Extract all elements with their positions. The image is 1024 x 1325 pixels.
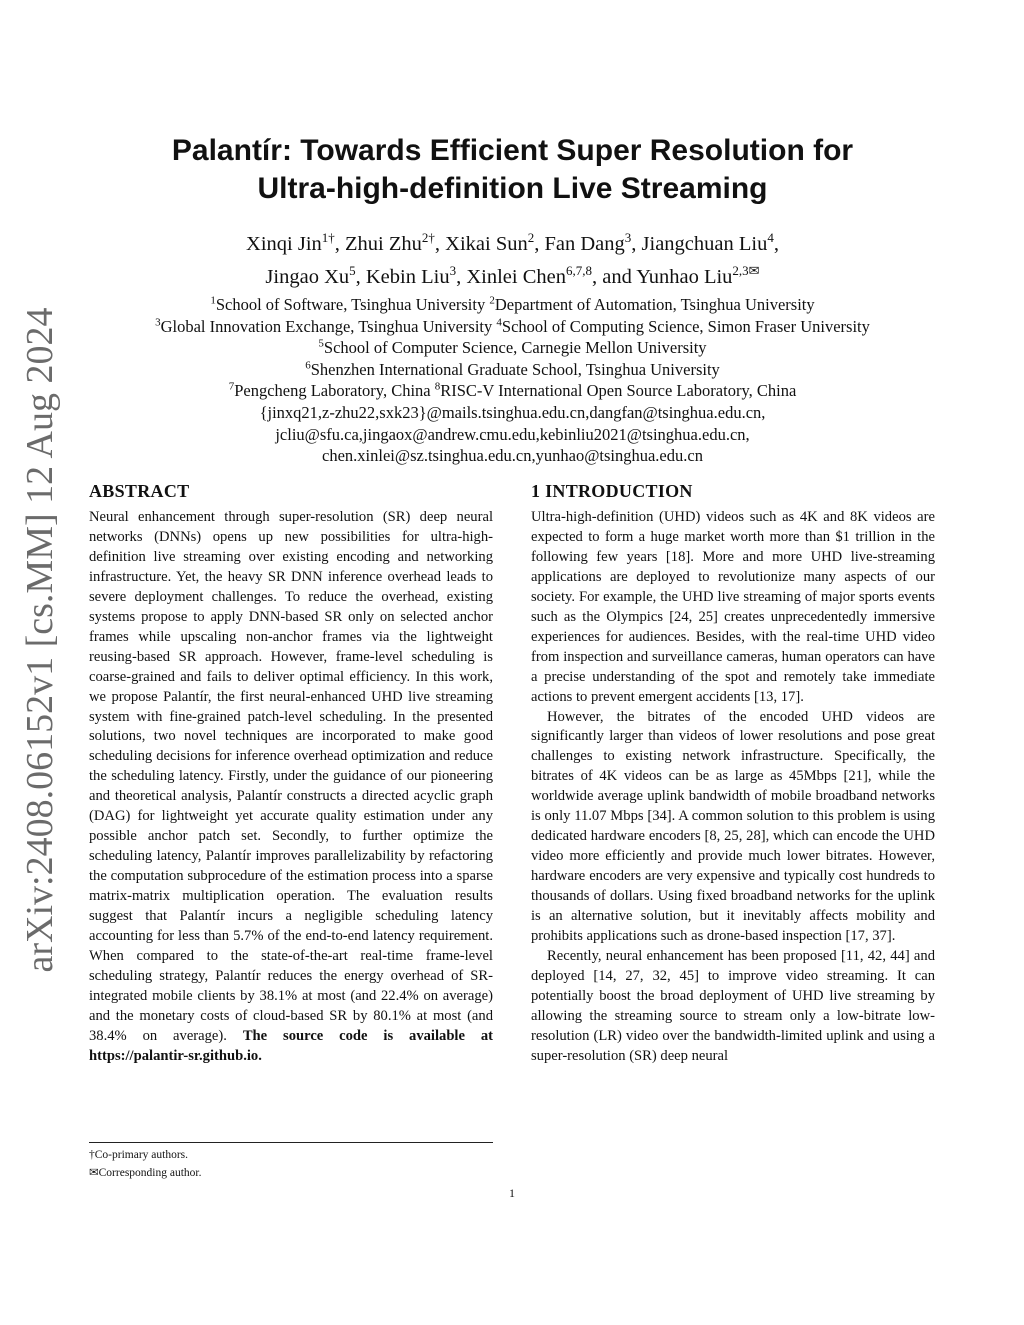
arxiv-identifier-stamp: arXiv:2408.06152v1 [cs.MM] 12 Aug 2024 bbox=[19, 307, 61, 973]
footnotes bbox=[89, 1146, 493, 1182]
author-name: Fan Dang bbox=[544, 233, 625, 255]
affiliation-number: 7 bbox=[228, 380, 235, 393]
corresponding-author-marker: 2,3✉ bbox=[732, 263, 760, 279]
introduction-paragraph: Ultra-high-definition (UHD) videos such as 4K and 8K videos are expected to form a huge market worth more than $1 trillion in the following few years [18]. More and more UHD live-streaming applications are deployed to revolutionize many aspects of our society. For example, the UHD live streaming of major sports events such as the Olympics [24, 25] creates unprecedentedly immersive experiences for audiences. Besides, with the real-time UHD video from inspection and surveillance cameras, human operators can have a precise understanding of the spot and remotely take immediate actions to prevent emergent accidents [13, 17]. bbox=[531, 509, 935, 705]
affiliation-text: Shenzhen International Graduate School, Tsinghua University bbox=[310, 359, 720, 379]
author-affiliation-marker: 2 bbox=[527, 230, 535, 246]
paper-title-line-2: Ultra-high-definition Live Streaming bbox=[257, 172, 768, 205]
affiliation-number: 8 bbox=[434, 380, 441, 393]
affiliation-text: School of Software, Tsinghua University bbox=[215, 295, 490, 314]
affiliation-line bbox=[90, 359, 935, 381]
email-line: {jinxq21,z-zhu22,sxk23}@mails.tsinghua.edu.cn,dangfan@tsinghua.edu.cn, bbox=[259, 402, 766, 422]
author-name: Jiangchuan Liu bbox=[641, 233, 768, 255]
affiliation-line bbox=[90, 337, 935, 359]
author-affiliation-marker: 2† bbox=[421, 230, 435, 246]
affiliation-text: Pengcheng Laboratory, China bbox=[234, 381, 435, 401]
affiliation-number: 6 bbox=[305, 359, 311, 372]
introduction-paragraph: However, the bitrates of the encoded UHD videos are significantly larger than videos of lower resolutions and pose great challenges to existing network infrastructure. Specifically, the bitrates of 4K videos can be as large as 45Mbps [21], while the worldwide average uplink bandwidth of mobile broadband networks is only 11.07 Mbps [34]. A common solution to this problem is using dedicated hardware encoders [8, 25, 28], which can encode the UHD video more efficiently and provide much lower bitrates. However, hardware encoders are very expensive and typically cost hundreds to thousands of dollars. Using fixed broadband networks for the uplink is an alternative solution, but it inevitably affects mobility and prohibits applications such as drone-based inspection [17, 37]. bbox=[531, 708, 935, 945]
source-code-statement: The source code is available at https://palantir-sr.github.io. bbox=[89, 1027, 493, 1064]
abstract-text: Neural enhancement through super-resolution (SR) deep neural networks (DNNs) opens up new possibilities for ultra-high-definition live streaming over existing encoding and networking infrastructure. Yet, the heavy SR DNN inference overhead leads to severe deployment challenges. To reduce the overhead, existing systems propose to apply DNN-based SR only on selected anchor frames while upscaling non-anchor frames via the lightweight reusing-based SR approach. However, frame-level scheduling is coarse-grained and fails to deliver optimal efficiency. In this work, we propose Palantír, the first neural-enhanced UHD live streaming system with fine-grained patch-level scheduling. In the presented solutions, two novel techniques are incorporated to make good scheduling decisions for inference overhead optimization and reduce the scheduling latency. Firstly, under the guidance of our pioneering and theoretical analysis, Palantír constructs a directed acyclic graph (DAG) for lightweight yet accurate quality estimation under any possible anchor patch set. Secondly, to further optimize the scheduling latency, Palantír improves parallelizability by refactoring the computation subprocedure of the estimation process into a sparse matrix-matrix multiplication operation. The evaluation results suggest that Palantír incurs a negligible scheduling latency accounting for less than 5.7% of the end-to-end latency requirement. When compared to the state-of-the-art real-time frame-level scheduling strategy, Palantír reduces the energy overhead of SR-integrated mobile clients by 38.1% at most (and 22.4% on average) and the monetary costs of cloud-based SR by 80.1% at most (and 38.4% on average). bbox=[89, 509, 493, 1044]
affiliation-text: School of Computer Science, Carnegie Mellon University bbox=[323, 338, 707, 358]
introduction-heading: 1 INTRODUCTION bbox=[531, 481, 693, 501]
affiliation-number: 1 bbox=[210, 294, 216, 307]
affiliation-number: 4 bbox=[496, 316, 502, 329]
affiliation-line bbox=[90, 316, 935, 338]
introduction-column bbox=[531, 480, 935, 1067]
introduction-paragraph: Recently, neural enhancement has been proposed [11, 42, 44] and deployed [14, 27, 32, 45] to improve video streaming. It can potentially boost the broad deployment of UHD live streaming by allowing the streaming source to stream only a low-bitrate low-resolution (LR) video over the bandwidth-limited uplink and using a super-resolution (SR) deep neural bbox=[531, 947, 935, 1064]
author-affiliation-marker: 5 bbox=[349, 263, 356, 279]
footnote-divider bbox=[89, 1142, 493, 1143]
paper-title-line-1: Palantír: Towards Efficient Super Resolution for bbox=[171, 134, 854, 167]
author-line-1: Xinqi Jin$^{1\dagger}$, Zhui Zhu$^{2\dagger}$, Xikai Sun$^2$, Fan Dang$^3$, Jiangchuan Liu$^4$, bbox=[246, 230, 779, 255]
footnote-corresponding: ✉Corresponding author. bbox=[89, 1167, 202, 1179]
page-number: 1 bbox=[509, 1186, 515, 1200]
affiliation-number: 5 bbox=[318, 337, 324, 350]
affiliation-number: 3 bbox=[155, 316, 161, 329]
author-name: Yunhao Liu bbox=[636, 266, 733, 288]
affiliation-text: Global Innovation Exchange, Tsinghua University bbox=[160, 316, 497, 336]
author-conjunction: and bbox=[602, 266, 637, 288]
title-block bbox=[90, 132, 935, 467]
author-affiliation-marker: 1† bbox=[321, 230, 335, 246]
abstract-column bbox=[89, 480, 493, 1067]
abstract-body bbox=[89, 508, 493, 1067]
paper-title bbox=[90, 132, 935, 208]
footnote-co-primary: †Co-primary authors. bbox=[89, 1149, 189, 1161]
affiliation-list bbox=[90, 294, 935, 467]
affiliation-text: School of Computing Science, Simon Fraser University bbox=[501, 316, 870, 336]
author-name: Xinlei Chen bbox=[466, 266, 566, 288]
author-name: Xinqi Jin bbox=[246, 233, 322, 255]
affiliation-number: 2 bbox=[489, 294, 495, 307]
author-affiliation-marker: 3 bbox=[624, 230, 632, 246]
abstract-heading: ABSTRACT bbox=[89, 481, 190, 501]
affiliation-text: RISC-V International Open Source Laboratory, China bbox=[440, 381, 797, 401]
author-line-2: Jingao Xu$^5$, Kebin Liu$^3$, Xinlei Chen$^{6,7,8}$, and Yunhao Liu$^{2,3✉}$ bbox=[265, 263, 760, 288]
author-list bbox=[90, 228, 935, 294]
author-affiliation-marker: 4 bbox=[767, 230, 774, 246]
email-line: jcliu@sfu.ca,jingaox@andrew.cmu.edu,kebinliu2021@tsinghua.edu.cn, bbox=[275, 424, 750, 444]
affiliation-line bbox=[90, 380, 935, 402]
affiliation-line bbox=[90, 294, 935, 316]
author-affiliation-marker: 6,7,8 bbox=[565, 263, 592, 279]
author-affiliation-marker: 3 bbox=[449, 263, 457, 279]
author-name: Zhui Zhu bbox=[345, 233, 422, 255]
affiliation-text: Department of Automation, Tsinghua University bbox=[494, 295, 815, 314]
author-name: Kebin Liu bbox=[365, 266, 450, 288]
email-line: chen.xinlei@sz.tsinghua.edu.cn,yunhao@tsinghua.edu.cn bbox=[322, 446, 703, 466]
author-name: Jingao Xu bbox=[265, 266, 350, 288]
author-name: Xikai Sun bbox=[445, 233, 528, 255]
